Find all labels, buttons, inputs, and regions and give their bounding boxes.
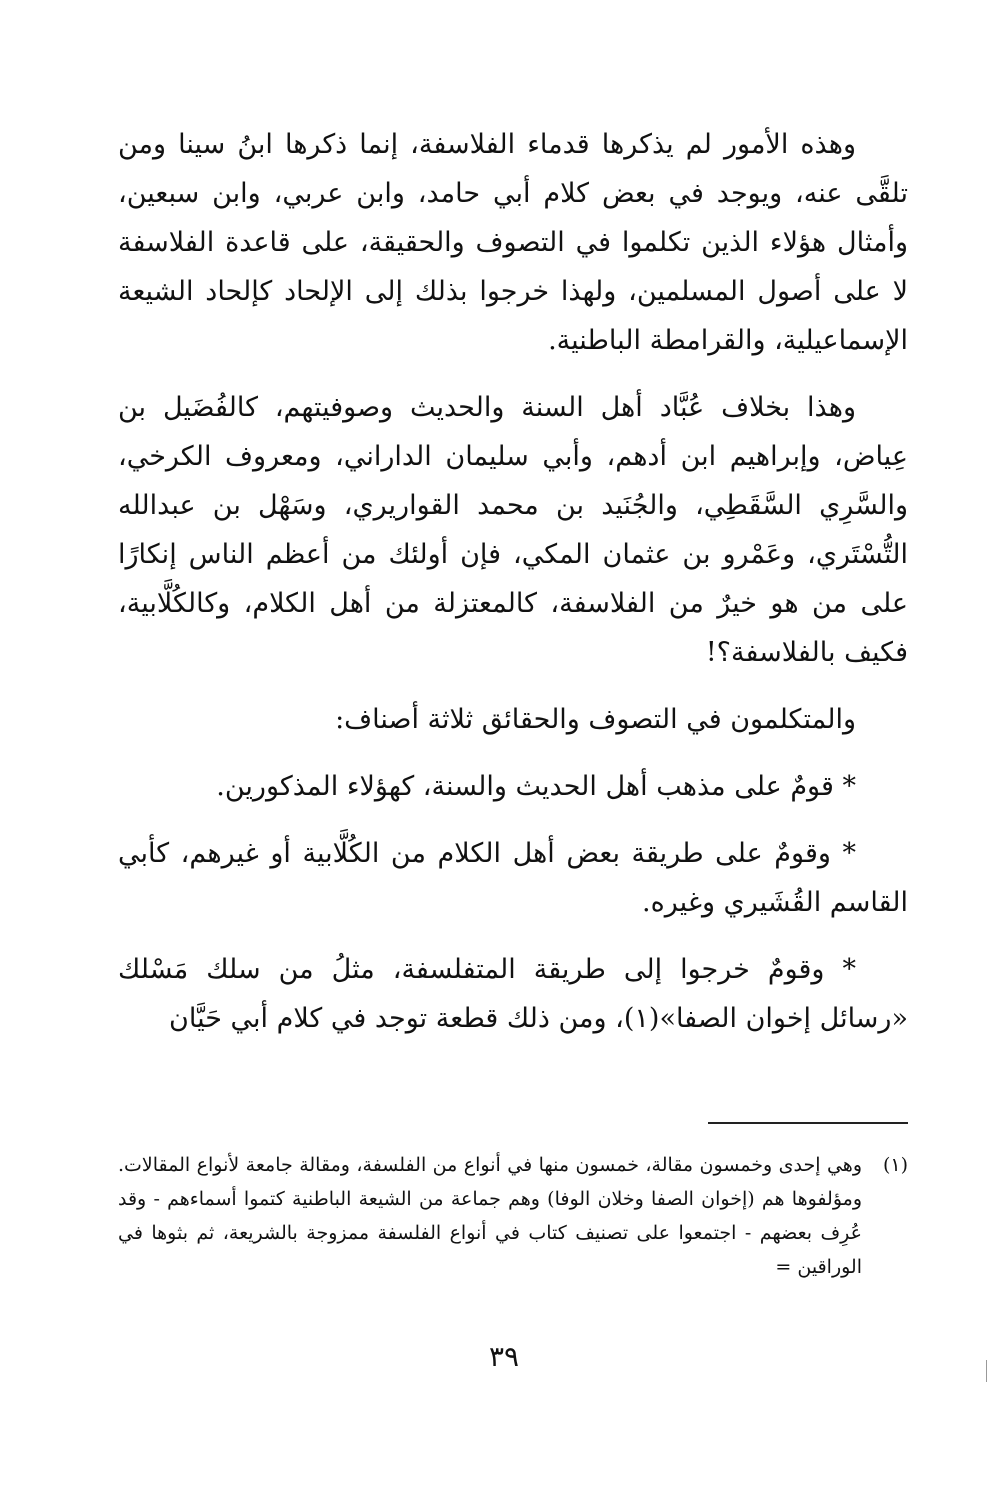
footnote-text: وهي إحدى وخمسون مقالة، خمسون منها في أنواع من الفلسفة، ومقالة جامعة لأنواع المقالات. ومؤلفوها هم (إخوان الصفا وخلان الوفا) وهم جماعة من الشيعة الباطنية كتموا أسماءهم - وقد عُرِف بعضهم - اجتمعوا على تصنيف كتاب في أنواع الفلسفة ممزوجة بالشريعة، ثم بثوها في الوراقين = — [118, 1154, 862, 1278]
footnote-item — [118, 1148, 908, 1284]
paragraph-2: وهذا بخلاف عُبَّاد أهل السنة والحديث وصوفيتهم، كالفُضَيل بن عِياض، وإبراهيم ابن أدهم، وأبي سليمان الداراني، ومعروف الكرخي، والسَّرِي السَّقَطِي، والجُنَيد بن محمد القواريري، وسَهْل بن عبدالله التُّسْتَري، وعَمْرو بن عثمان المكي، فإن أولئك من أعظم الناس إنكارًا على من هو خيرٌ من الفلاسفة، كالمعتزلة من أهل الكلام، وكالكُلَّابية، فكيف بالفلاسفة؟! — [118, 392, 908, 668]
footnote-divider — [708, 1122, 908, 1124]
bullet-item-2: * وقومٌ على طريقة بعض أهل الكلام من الكُلَّابية أو غيرهم، كأبي القاسم القُشَيري وغيره. — [118, 838, 908, 918]
footnotes — [118, 1148, 908, 1284]
main-text — [118, 120, 908, 1043]
margin-mark — [986, 1360, 987, 1382]
footnote-number: (١) — [882, 1154, 908, 1176]
page-number: ٣٩ — [488, 1340, 520, 1373]
bullet-item-1: * قومٌ على مذهب أهل الحديث والسنة، كهؤلاء المذكورين. — [216, 771, 856, 802]
paragraph-1: وهذه الأمور لم يذكرها قدماء الفلاسفة، إنما ذكرها ابنُ سينا ومن تلقَّى عنه، ويوجد في بعض كلام أبي حامد، وابن عربي، وابن سبعين، وأمثال هؤلاء الذين تكلموا في التصوف والحقيقة، على قاعدة الفلاسفة لا على أصول المسلمين، ولهذا خرجوا بذلك إلى الإلحاد كإلحاد الشيعة الإسماعيلية، والقرامطة الباطنية. — [118, 129, 908, 356]
bullet-item-3: * وقومٌ خرجوا إلى طريقة المتفلسفة، مثلُ من سلك مَسْلك «رسائل إخوان الصفا»(١)، ومن ذلك قطعة توجد في كلام أبي حَيَّان — [118, 954, 908, 1034]
paragraph-3: والمتكلمون في التصوف والحقائق ثلاثة أصناف: — [335, 704, 856, 735]
